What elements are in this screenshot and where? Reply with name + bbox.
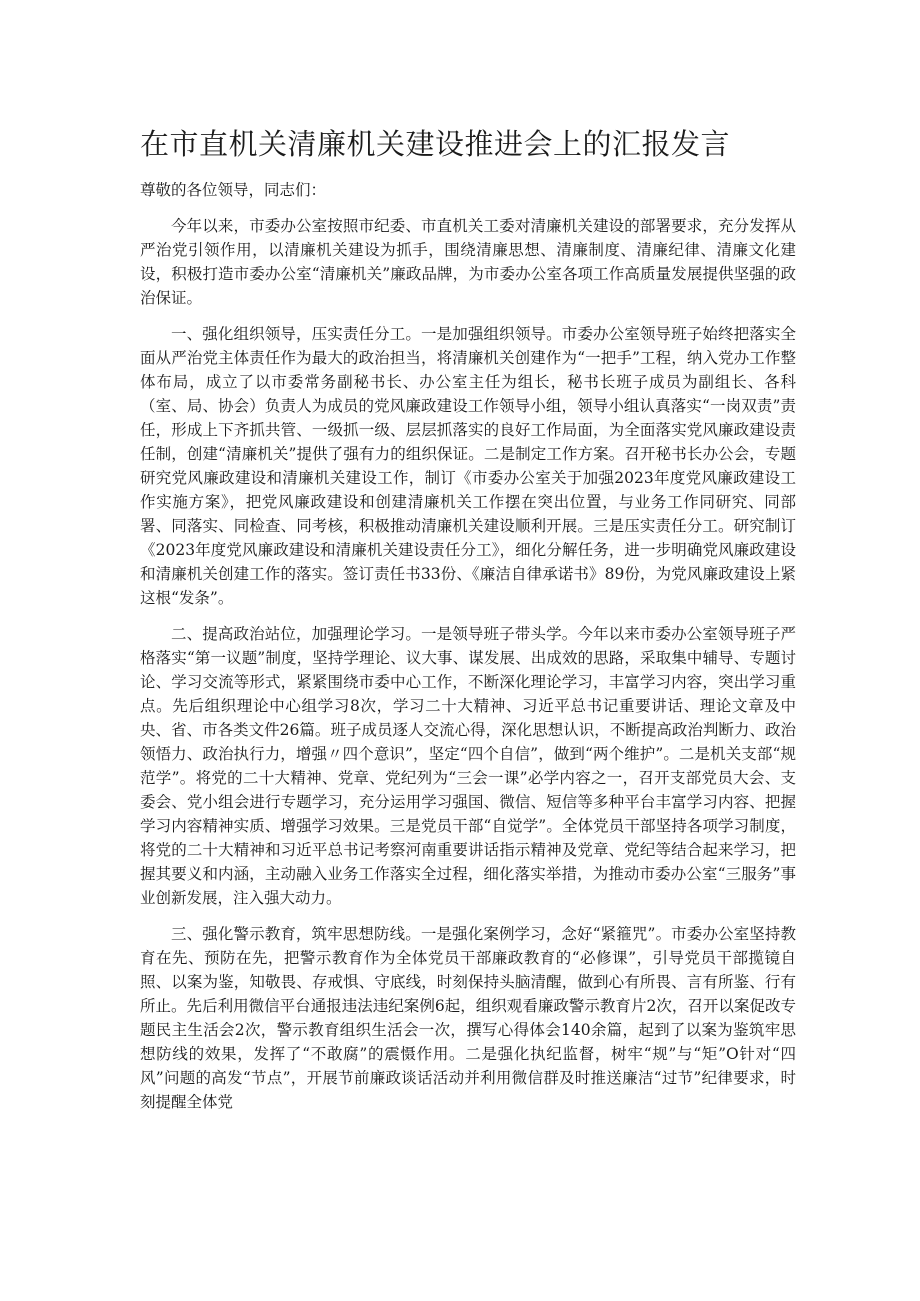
- document-page: [140, 122, 796, 1126]
- document-title: 在市直机关清廉机关建设推进会上的汇报发言: [140, 127, 731, 161]
- section-one-paragraph: 一、强化组织领导，压实责任分工。一是加强组织领导。市委办公室领导班子始终把落实全面从严治党主体责任作为最大的政治担当，将清廉机关创建作为“一把手”工程，纳入党办工作整体布局，成立了以市委常务副秘书长、办公室主任为组长，秘书长班子成员为副组长、各科（室、局、协会）负责人为成员的党风廉政建设工作领导小组，领导小组认真落实“一岗双责”责任，形成上下齐抓共管、一级抓一级、层层抓落实的良好工作局面，为全面落实党风廉政建设责任制，创建“清廉机关”提供了强有力的组织保证。二是制定工作方案。召开秘书长办公会，专题研究党风廉政建设和清廉机关建设工作，制订《市委办公室关于加强2023年度党风廉政建设工作实施方案》，把党风廉政建设和创建清廉机关工作摆在突出位置，与业务工作同研究、同部署、同落实、同检查、同考核，积极推动清廉机关建设顺利开展。三是压实责任分工。研究制订《2023年度党风廉政建设和清廉机关建设责任分工》，细化分解任务，进一步明确党风廉政建设和清廉机关创建工作的落实。签订责任书33份、《廉洁自律承诺书》89份，为党风廉政建设上紧这根“发条”。: [140, 325, 796, 607]
- intro-paragraph: 今年以来，市委办公室按照市纪委、市直机关工委对清廉机关建设的部署要求，充分发挥从严治党引领作用，以清廉机关建设为抓手，围绕清廉思想、清廉制度、清廉纪律、清廉文化建设，积极打造市委办公室“清廉机关”廉政品牌，为市委办公室各项工作高质量发展提供坚强的政治保证。: [140, 217, 796, 307]
- salutation: 尊敬的各位领导，同志们：: [140, 181, 327, 199]
- section-three-paragraph: 三、强化警示教育，筑牢思想防线。一是强化案例学习，念好“紧箍咒”。市委办公室坚持教育在先、预防在先，把警示教育作为全体党员干部廉政教育的“必修课”，引导党员干部揽镜自照、以案为鉴，知敬畏、存戒惧、守底线，时刻保持头脑清醒，做到心有所畏、言有所鉴、行有所止。先后利用微信平台通报违法违纪案例6起，组织观看廉政警示教育片2次，召开以案促改专题民主生活会2次，警示教育组织生活会一次，撰写心得体会140余篇，起到了以案为鉴筑牢思想防线的效果，发挥了“不敢腐”的震慑作用。二是强化执纪监督，树牢“规”与“矩”O针对“四风”问题的高发“节点”，开展节前廉政谈话活动并利用微信群及时推送廉洁“过节”纪律要求，时刻提醒全体党: [140, 925, 796, 1111]
- section-two-paragraph: 二、提高政治站位，加强理论学习。一是领导班子带头学。今年以来市委办公室领导班子严格落实“第一议题”制度，坚持学理论、议大事、谋发展、出成效的思路，采取集中辅导、专题讨论、学习交流等形式，紧紧围绕市委中心工作，不断深化理论学习，丰富学习内容，突出学习重点。先后组织理论中心组学习8次，学习二十大精神、习近平总书记重要讲话、理论文章及中央、省、市各类文件26篇。班子成员逐人交流心得，深化思想认识，不断提高政治判断力、政治领悟力、政治执行力，增强〃四个意识”，坚定“四个自信”，做到“两个维护”。二是机关支部“规范学”。将党的二十大精神、党章、党纪列为“三会一课”必学内容之一，召开支部党员大会、支委会、党小组会进行专题学习，充分运用学习强国、微信、短信等多种平台丰富学习内容、把握学习内容精神实质、增强学习效果。三是党员干部“自觉学”。全体党员干部坚持各项学习制度，将党的二十大精神和习近平总书记考察河南重要讲话指示精神及党章、党纪等结合起来学习，把握其要义和内涵，主动融入业务工作落实全过程，细化落实举措，为推动市委办公室“三服务”事业创新发展，注入强大动力。: [140, 625, 796, 907]
